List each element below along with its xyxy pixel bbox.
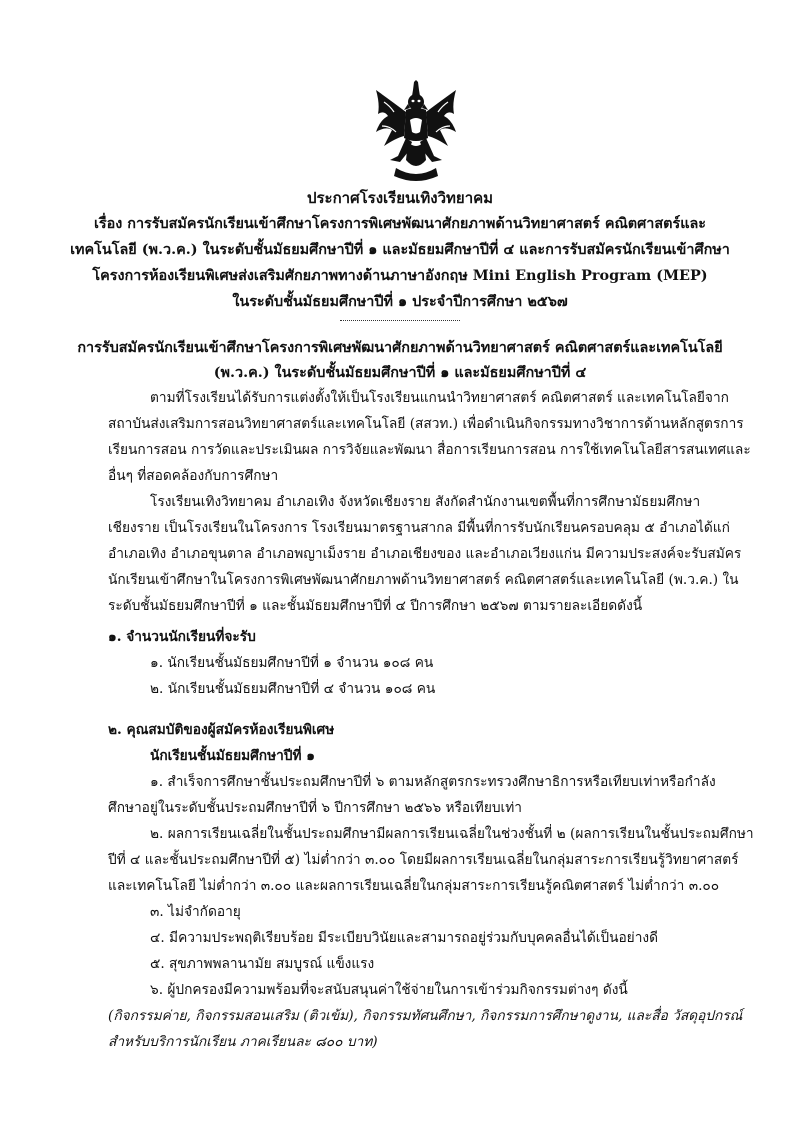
paragraph-2-line: นักเรียนเข้าศึกษาในโครงการพิเศษพัฒนาศักยภาพด้านวิทยาศาสตร์ คณิตศาสตร์และเทคโนโลยี (พ.ว.ค.) ใน [108, 572, 739, 588]
qualification-item-2-cont: ปีที่ ๔ และชั้นประถมศึกษาปีที่ ๕) ไม่ต่ำกว่า ๓.๐๐ โดยมีผลการเรียนเฉลี่ยในกลุ่มสาระการเรียนรู้วิทยาศาสตร์ [108, 852, 739, 868]
announcement-title: ประกาศโรงเรียนเทิงวิทยาคม [306, 189, 494, 207]
expense-note-cont: สำหรับบริการนักเรียน ภาคเรียนละ ๘๐๐ บาท) [108, 1034, 378, 1050]
paragraph-1-line: ตามที่โรงเรียนได้รับการแต่งตั้งให้เป็นโรงเรียนแกนนำวิทยาศาสตร์ คณิตศาสตร์ และเทคโนโลยีจาก [150, 390, 729, 406]
paragraph-1-line: สถาบันส่งเสริมการสอนวิทยาศาสตร์และเทคโนโลยี (สสวท.) เพื่อดำเนินกิจกรรมทางวิชาการด้านหลักสูตรการ [108, 416, 744, 432]
section-heading-line-2: (พ.ว.ค.) ในระดับชั้นมัธยมศึกษาปีที่ ๑ และมัธยมศึกษาปีที่ ๔ [213, 364, 587, 381]
subject-line-1: เรื่อง การรับสมัครนักเรียนเข้าศึกษาโครงการพิเศษพัฒนาศักยภาพด้านวิทยาศาสตร์ คณิตศาสตร์และ [93, 215, 707, 232]
qualification-item-5: ๕. สุขภาพพลานามัย สมบูรณ์ แข็งแรง [150, 956, 375, 972]
subject-line-4: ในระดับชั้นมัธยมศึกษาปีที่ ๑ ประจำปีการศึกษา ๒๕๖๗ [232, 293, 568, 310]
paragraph-2-line: โรงเรียนเทิงวิทยาคม อำเภอเทิง จังหวัดเชียงราย สังกัดสำนักงานเขตพื้นที่การศึกษามัธยมศึกษา [150, 494, 701, 510]
qualification-item-6: ๖. ผู้ปกครองมีความพร้อมที่จะสนับสนุนค่าใช้จ่ายในการเข้าร่วมกิจกรรมต่างๆ ดังนี้ [150, 982, 628, 998]
section-2-heading: ๒. คุณสมบัติของผู้สมัครห้องเรียนพิเศษ [108, 722, 335, 738]
qualification-item-1: ๑. สำเร็จการศึกษาชั้นประถมศึกษาปีที่ ๖ ตามหลักสูตรกระทรวงศึกษาธิการหรือเทียบเท่าหรือกำลัง [150, 774, 716, 790]
paragraph-2-line: เชียงราย เป็นโรงเรียนในโครงการ โรงเรียนมาตรฐานสากล มีพื้นที่การรับนักเรียนครอบคลุม ๕ อำเภอได้แก่ [108, 520, 730, 536]
garuda-emblem-icon [370, 80, 462, 184]
paragraph-1-line: เรียนการสอน การวัดและประเมินผล การวิจัยและพัฒนา สื่อการเรียนการสอน การใช้เทคโนโลยีสารสนเทศและ [108, 442, 751, 458]
qualification-item-1-cont: ศึกษาอยู่ในระดับชั้นประถมศึกษาปีที่ ๖ ปีการศึกษา ๒๕๖๖ หรือเทียบเท่า [108, 800, 522, 816]
section-2-subheading: นักเรียนชั้นมัธยมศึกษาปีที่ ๑ [150, 748, 315, 764]
expense-note: (กิจกรรมค่าย, กิจกรรมสอนเสริม (ติวเข้ม), กิจกรรมทัศนศึกษา, กิจกรรมการศึกษาดูงาน, และสื่อ วัสดุอุปกรณ์ [108, 1008, 743, 1024]
paragraph-1-line: อื่นๆ ที่สอดคล้องกับการศึกษา [108, 468, 279, 484]
section-heading-line-1: การรับสมัครนักเรียนเข้าศึกษาโครงการพิเศษพัฒนาศักยภาพด้านวิทยาศาสตร์ คณิตศาสตร์และเทคโนโลยี [77, 339, 723, 356]
list-item: ๒. นักเรียนชั้นมัธยมศึกษาปีที่ ๔ จำนวน ๑๐๘ คน [150, 681, 436, 697]
dotted-divider [340, 320, 460, 321]
qualification-item-2-cont: และเทคโนโลยี ไม่ต่ำกว่า ๓.๐๐ และผลการเรียนเฉลี่ยในกลุ่มสาระการเรียนรู้คณิตศาสตร์ ไม่ต่ำกว่า ๓.๐๐ [108, 878, 720, 894]
subject-line-2: เทคโนโลยี (พ.ว.ค.) ในระดับชั้นมัธยมศึกษาปีที่ ๑ และมัธยมศึกษาปีที่ ๔ และการรับสมัครนักเรียนเข้าศึกษา [70, 241, 730, 258]
paragraph-2-line: ระดับชั้นมัธยมศึกษาปีที่ ๑ และชั้นมัธยมศึกษาปีที่ ๔ ปีการศึกษา ๒๕๖๗ ตามรายละเอียดดังนี้ [108, 598, 643, 614]
qualification-item-4: ๔. มีความประพฤติเรียบร้อย มีระเบียบวินัยและสามารถอยู่ร่วมกับบุคคลอื่นได้เป็นอย่างดี [150, 930, 658, 946]
qualification-item-3: ๓. ไม่จำกัดอายุ [150, 904, 241, 920]
qualification-item-2: ๒. ผลการเรียนเฉลี่ยในชั้นประถมศึกษามีผลการเรียนเฉลี่ยในช่วงชั้นที่ ๒ (ผลการเรียนในชั้นประถมศึกษา [150, 826, 754, 842]
subject-line-3: โครงการห้องเรียนพิเศษส่งเสริมศักยภาพทางด้านภาษาอังกฤษ Mini English Program (MEP) [92, 267, 708, 284]
section-1-heading: ๑. จำนวนนักเรียนที่จะรับ [108, 629, 256, 645]
paragraph-2-line: อำเภอเทิง อำเภอขุนตาล อำเภอพญาเม็งราย อำเภอเชียงของ และอำเภอเวียงแก่น มีความประสงค์จะรับสมัคร [108, 546, 742, 562]
list-item: ๑. นักเรียนชั้นมัธยมศึกษาปีที่ ๑ จำนวน ๑๐๘ คน [150, 655, 434, 671]
